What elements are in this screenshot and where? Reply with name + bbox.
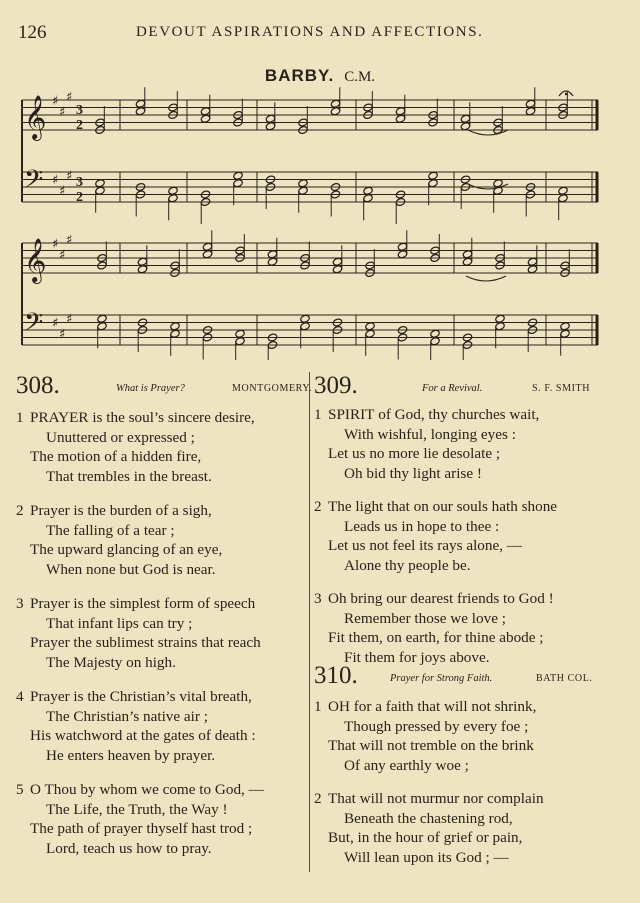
drop-initial: O	[328, 698, 339, 715]
bass-clef-icon: 𝄢	[24, 308, 44, 343]
note-head	[560, 329, 570, 338]
stanza-line	[328, 536, 522, 555]
note-head	[97, 314, 107, 323]
note-head	[525, 99, 535, 108]
stanza-number: 1	[314, 406, 322, 423]
note-head	[430, 337, 440, 346]
verse-text: of God, thy churches wait,	[374, 406, 540, 423]
note-head	[233, 179, 243, 188]
stanza-line	[30, 633, 261, 652]
small-caps-word: PIRIT	[336, 406, 375, 423]
stanza-line	[328, 444, 500, 463]
hymn-number: 309.	[314, 372, 358, 399]
time-signature-top: 3	[76, 175, 83, 190]
note-head	[200, 114, 210, 123]
verse-text: Alone thy people be.	[344, 556, 471, 574]
stanza-line	[328, 628, 544, 647]
note-head	[428, 179, 438, 188]
note-head	[200, 107, 210, 116]
stanza-line	[328, 736, 534, 755]
note-head	[300, 314, 310, 323]
note-head	[330, 107, 340, 116]
note-head	[397, 242, 407, 251]
time-signature-bottom: 2	[76, 190, 83, 205]
note-head	[95, 179, 105, 188]
stanza-line	[314, 697, 536, 716]
stanza-line	[16, 780, 264, 799]
verse-text: Prayer is the simplest form of speech	[30, 595, 256, 612]
slur	[466, 276, 506, 281]
note-head	[558, 186, 568, 195]
verse-text: Though pressed by every foe ;	[344, 717, 529, 735]
verse-text: The motion of a hidden fire,	[30, 448, 202, 465]
verse-text: The upward glancing of an eye,	[30, 541, 223, 558]
verse-text: for a faith that will not shrink,	[349, 698, 537, 715]
verse-text: The falling of a tear ;	[46, 521, 175, 539]
verse-text: Of any earthly woe ;	[344, 756, 469, 774]
note-head	[395, 114, 405, 123]
note-head	[300, 322, 310, 331]
sharp-icon: ♯	[66, 312, 73, 327]
note-head	[365, 329, 375, 338]
verse-text: The Majesty on high.	[46, 653, 176, 671]
note-head	[332, 265, 342, 274]
stanza-line	[30, 447, 201, 466]
note-head	[363, 186, 373, 195]
note-head	[135, 99, 145, 108]
column-divider	[309, 372, 310, 872]
small-caps-word: H	[338, 698, 350, 715]
stanza-line	[328, 828, 522, 847]
hymn-author: MONTGOMERY.	[232, 383, 313, 394]
verse-text: Oh bring our dearest friends to God !	[328, 590, 554, 607]
verse-text: Let us no more lie desolate ;	[328, 445, 501, 462]
note-head	[460, 122, 470, 131]
note-head	[527, 265, 537, 274]
stanza-line	[46, 560, 216, 579]
hymn-title: What is Prayer?	[116, 383, 185, 394]
note-head	[462, 250, 472, 259]
sharp-icon: ♯	[52, 173, 59, 188]
note-head	[137, 257, 147, 266]
note-head	[202, 250, 212, 259]
verse-text: The Life, the Truth, the Way !	[46, 800, 228, 818]
time-signature-top: 3	[76, 103, 83, 118]
stanza-line	[46, 467, 212, 486]
stanza-line	[314, 497, 557, 516]
verse-text: The Christian’s native air ;	[46, 707, 208, 725]
stanza-line	[46, 653, 176, 672]
hymn-title: For a Revival.	[422, 383, 483, 394]
note-head	[95, 186, 105, 195]
verse-text: O Thou by whom we come to God, —	[30, 781, 264, 798]
stanza-line	[30, 819, 252, 838]
note-head	[235, 337, 245, 346]
stanza-line	[344, 809, 513, 828]
running-head: DEVOUT ASPIRATIONS AND AFFECTIONS.	[136, 24, 484, 40]
sharp-icon: ♯	[59, 105, 66, 120]
stanza-number: 2	[16, 502, 24, 519]
verse-text: That trembles in the breast.	[46, 467, 212, 485]
note-head	[332, 257, 342, 266]
note-head	[265, 122, 275, 131]
note-head	[233, 171, 243, 180]
stanza-line	[46, 521, 175, 540]
verse-text: Leads us in hope to thee :	[344, 517, 500, 535]
note-head	[558, 194, 568, 203]
sharp-icon: ♯	[66, 90, 73, 105]
treble-clef-icon: 𝄞	[24, 95, 47, 139]
stanza-line	[46, 800, 228, 819]
note-head	[460, 114, 470, 123]
note-head	[235, 329, 245, 338]
verse-text: Lord, teach us how to pray.	[46, 839, 212, 857]
verse-text: The path of prayer thyself hast trod ;	[30, 820, 253, 837]
stanza-line	[344, 848, 509, 867]
stanza-line	[16, 687, 252, 706]
bass-clef-icon: 𝄢	[24, 165, 44, 200]
note-head	[430, 329, 440, 338]
hymn-number: 310.	[314, 662, 358, 689]
note-head	[560, 322, 570, 331]
stanza-line	[344, 756, 469, 775]
verse-text: Oh bid thy light arise !	[344, 464, 482, 482]
hymn-309-heading	[314, 372, 614, 400]
stanza-line	[46, 839, 212, 858]
note-head	[170, 329, 180, 338]
stanza-line	[46, 746, 215, 765]
music-score	[0, 0, 640, 360]
stanza-line	[344, 425, 516, 444]
verse-text: When none but God is near.	[46, 560, 216, 578]
verse-text: Beneath the chastening rod,	[344, 809, 513, 827]
note-head	[267, 250, 277, 259]
note-head	[298, 179, 308, 188]
note-head	[525, 107, 535, 116]
sharp-icon: ♯	[52, 316, 59, 331]
verse-text: His watchword at the gates of death :	[30, 727, 256, 744]
small-caps-word: RAYER	[38, 409, 89, 426]
hymn-308-heading	[16, 372, 313, 400]
verse-text: Remember those we love ;	[344, 609, 506, 627]
stanza-number: 1	[314, 698, 322, 715]
note-head	[462, 257, 472, 266]
stanza-line	[314, 789, 544, 808]
note-head	[137, 265, 147, 274]
sharp-icon: ♯	[59, 327, 66, 342]
stanza-number: 3	[314, 590, 322, 607]
verse-text: Prayer the sublimest strains that reach	[30, 634, 261, 651]
stanza-number: 2	[314, 790, 322, 807]
note-head	[202, 242, 212, 251]
verse-text: But, in the hour of grief or pain,	[328, 829, 523, 846]
note-head	[265, 114, 275, 123]
drop-initial: S	[328, 406, 337, 423]
hymn-number: 308.	[16, 372, 60, 399]
stanza-number: 5	[16, 781, 24, 798]
stanza-number: 3	[16, 595, 24, 612]
stanza-line	[344, 517, 499, 536]
stanza-line	[46, 428, 195, 447]
verse-text: The light that on our souls hath shone	[328, 498, 558, 515]
sharp-icon: ♯	[52, 237, 59, 252]
page-number: 126	[18, 22, 47, 43]
time-signature-bottom: 2	[76, 118, 83, 133]
verse-text: That will not tremble on the brink	[328, 737, 534, 754]
verse-text: Let us not feel its rays alone, —	[328, 537, 523, 554]
note-head	[397, 250, 407, 259]
note-head	[267, 257, 277, 266]
note-head	[395, 107, 405, 116]
note-head	[168, 194, 178, 203]
note-head	[298, 186, 308, 195]
sharp-icon: ♯	[66, 233, 73, 248]
verse-text: Unuttered or expressed ;	[46, 428, 195, 446]
stanza-line	[16, 408, 255, 427]
note-head	[330, 99, 340, 108]
stanza-line	[30, 726, 256, 745]
stanza-line	[46, 614, 192, 633]
hymn-title: Prayer for Strong Faith.	[390, 673, 493, 684]
verse-text: Prayer is the Christian’s vital breath,	[30, 688, 252, 705]
hymn-author: S. F. SMITH	[532, 383, 591, 394]
stanza-line	[344, 464, 482, 483]
sharp-icon: ♯	[66, 169, 73, 184]
note-head	[495, 314, 505, 323]
stanza-line	[46, 707, 208, 726]
note-head	[365, 322, 375, 331]
stanza-number: 4	[16, 688, 24, 705]
note-head	[168, 186, 178, 195]
note-head	[428, 171, 438, 180]
stanza-number: 1	[16, 409, 24, 426]
note-head	[135, 107, 145, 116]
stanza-line	[344, 556, 471, 575]
fermata-dot	[565, 93, 567, 95]
stanza-line	[344, 609, 506, 628]
verse-text: Fit them for joys above.	[344, 648, 490, 666]
verse-text: With wishful, longing eyes :	[344, 425, 516, 443]
verse-text: That will not murmur nor complain	[328, 790, 544, 807]
sharp-icon: ♯	[52, 94, 59, 109]
verse-text: Fit them, on earth, for thine abode ;	[328, 629, 544, 646]
verse-text: He enters heaven by prayer.	[46, 746, 216, 764]
note-head	[170, 322, 180, 331]
stanza-line	[16, 594, 255, 613]
verse-text: That infant lips can try ;	[46, 614, 193, 632]
tune-meter: C.M.	[344, 69, 376, 85]
hymn-author: BATH COL.	[536, 673, 593, 684]
stanza-line	[16, 501, 212, 520]
stanza-line	[344, 717, 528, 736]
sharp-icon: ♯	[59, 248, 66, 263]
verse-text: is the soul’s sincere desire,	[88, 409, 255, 426]
stanza-line	[314, 405, 539, 424]
note-head	[363, 194, 373, 203]
stanza-line	[344, 648, 490, 667]
drop-initial: P	[30, 409, 39, 426]
stanza-line	[314, 589, 554, 608]
note-head	[495, 322, 505, 331]
tune-name: BARBY.	[264, 66, 335, 85]
sharp-icon: ♯	[59, 184, 66, 199]
stanza-line	[30, 540, 222, 559]
treble-clef-icon: 𝄞	[24, 238, 47, 282]
stanza-number: 2	[314, 498, 322, 515]
verse-text: Will lean upon its God ; —	[344, 848, 509, 866]
note-head	[527, 257, 537, 266]
note-head	[97, 322, 107, 331]
verse-text: Prayer is the burden of a sigh,	[30, 502, 212, 519]
